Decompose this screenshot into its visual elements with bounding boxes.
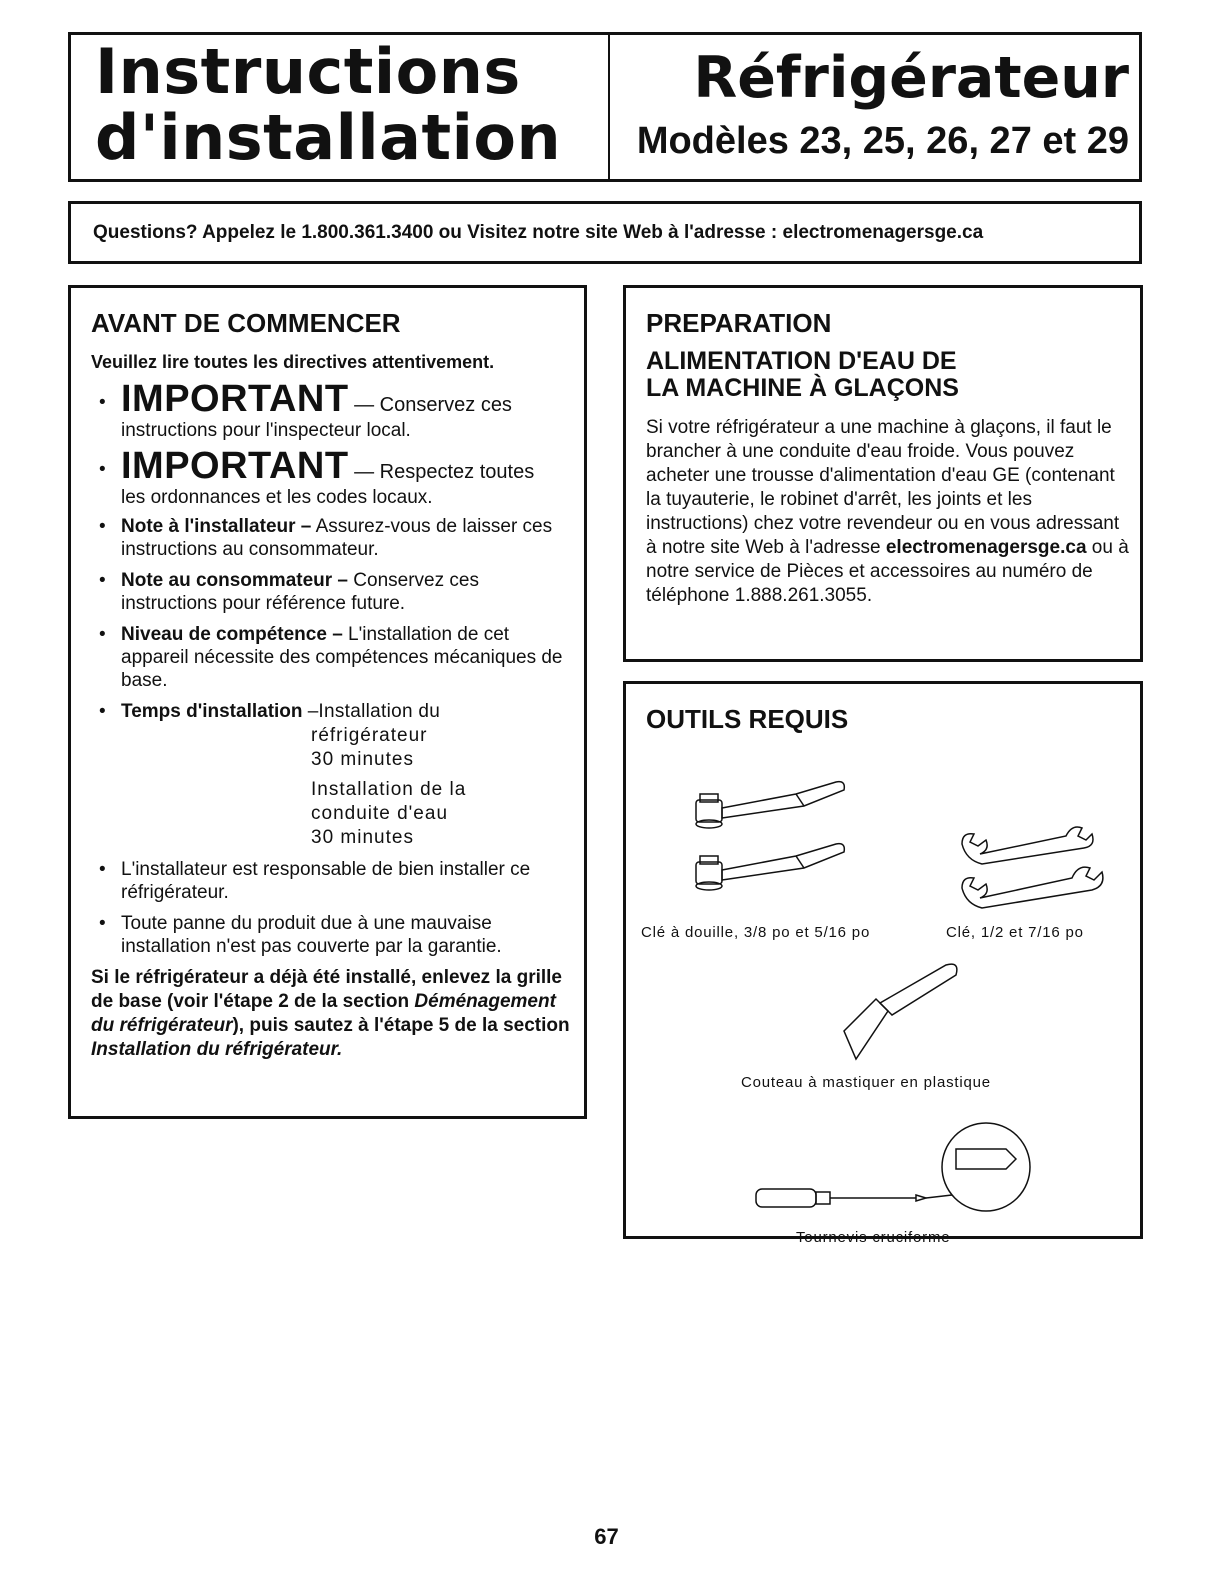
screwdriver-caption: Tournevis cruciforme bbox=[796, 1229, 951, 1246]
phillips-screwdriver-icon bbox=[746, 1119, 1066, 1229]
contact-banner: Questions? Appelez le 1.800.361.3400 ou Visitez notre site Web à l'adresse : electromenagersge.ca bbox=[68, 201, 1142, 264]
time-line: 30 minutes bbox=[311, 827, 414, 848]
tools-title: OUTILS REQUIS bbox=[646, 704, 849, 734]
preparation-paragraph: Si votre réfrigérateur a une machine à glaçons, il faut le brancher à une conduite d'eau froide. Vous pouvez acheter une trousse d'alimentation d'eau GE (contenant la tuyauterie, le robinet d'arrêt, les joints et les instructions) chez votre revendeur ou en vous adressant à notre site Web à l'adresse electromenagersge.ca ou à notre service de Pièces et accessoires au numéro de téléphone 1.888.261.3055. bbox=[646, 417, 1129, 606]
time-line: réfrigérateur bbox=[311, 725, 428, 746]
avant-title: AVANT DE COMMENCER bbox=[91, 308, 401, 338]
install-time-item: • Temps d'installation – Installation du réfrigérateur 30 minutes Installation de la conduite d'eau 30 minutes bbox=[91, 700, 572, 850]
putty-caption: Couteau à mastiquer en plastique bbox=[741, 1074, 991, 1091]
important-word-1: IMPORTANT bbox=[121, 378, 349, 420]
header-product-block bbox=[610, 35, 1139, 179]
doc-title-line2: d'installation bbox=[95, 101, 562, 174]
important-item-1: • IMPORTANT — Conservez ces instructions pour l'inspecteur local. bbox=[91, 379, 572, 442]
website-link[interactable]: electromenagersge.ca bbox=[885, 537, 1087, 558]
preparation-section bbox=[623, 285, 1143, 662]
preparation-subtitle-1: ALIMENTATION D'EAU DE bbox=[646, 347, 957, 375]
important-word-2: IMPORTANT bbox=[121, 445, 349, 487]
header bbox=[68, 32, 1142, 182]
wrench-caption: Clé, 1/2 et 7/16 po bbox=[946, 924, 1084, 941]
important-rest-2: — Respectez toutes bbox=[348, 461, 535, 483]
models-subtitle: Modèles 23, 25, 26, 27 et 29 bbox=[636, 120, 1129, 162]
time-line: Installation du bbox=[318, 701, 441, 722]
closing-note: Si le réfrigérateur a déjà été installé, enlevez la grille de base (voir l'étape 2 de la section Déménagement du réfrigérateur), puis sautez à l'étape 5 de la section Installation du réfrigérateur. bbox=[91, 967, 570, 1060]
important-item-2: • IMPORTANT — Respectez toutes les ordonnances et les codes locaux. bbox=[91, 446, 572, 509]
product-title: Réfrigérateur bbox=[693, 45, 1129, 111]
avant-intro: Veuillez lire toutes les directives attentivement. bbox=[91, 352, 495, 372]
important-rest2-1: instructions pour l'inspecteur local. bbox=[121, 420, 411, 441]
important-rest-1: — Conservez ces bbox=[348, 394, 512, 416]
list-item: • Toute panne du produit due à une mauvaise installation n'est pas couverte par la garantie. bbox=[99, 913, 502, 957]
important-rest2-2: les ordonnances et les codes locaux. bbox=[121, 487, 433, 508]
page-number: 67 bbox=[594, 1524, 619, 1549]
preparation-title: PREPARATION bbox=[646, 308, 832, 338]
list-item: • L'installateur est responsable de bien installer ce réfrigérateur. bbox=[99, 859, 531, 903]
doc-title-line1: Instructions bbox=[95, 35, 521, 108]
preparation-subtitle-2: LA MACHINE À GLAÇONS bbox=[646, 374, 959, 402]
avant-list bbox=[91, 379, 572, 958]
putty-knife-icon bbox=[836, 959, 976, 1069]
avant-section bbox=[68, 285, 587, 1119]
socket-caption: Clé à douille, 3/8 po et 5/16 po bbox=[641, 924, 871, 941]
time-line: Installation de la bbox=[311, 779, 467, 800]
time-line: conduite d'eau bbox=[311, 803, 449, 824]
list-item: • Note au consommateur – Conservez ces instructions pour référence future. bbox=[99, 570, 479, 614]
socket-wrench-icon bbox=[686, 774, 866, 904]
header-title-block bbox=[71, 35, 610, 179]
list-item: • Niveau de compétence – L'installation de cet appareil nécessite des compétences mécaniques de base. bbox=[99, 624, 563, 691]
open-end-wrench-icon bbox=[956, 814, 1116, 914]
time-line: 30 minutes bbox=[311, 749, 414, 770]
list-item: • Note à l'installateur – Assurez-vous de laisser ces instructions au consommateur. bbox=[99, 516, 553, 560]
tools-section bbox=[623, 681, 1143, 1246]
install-time-label: Temps d'installation bbox=[121, 701, 303, 722]
